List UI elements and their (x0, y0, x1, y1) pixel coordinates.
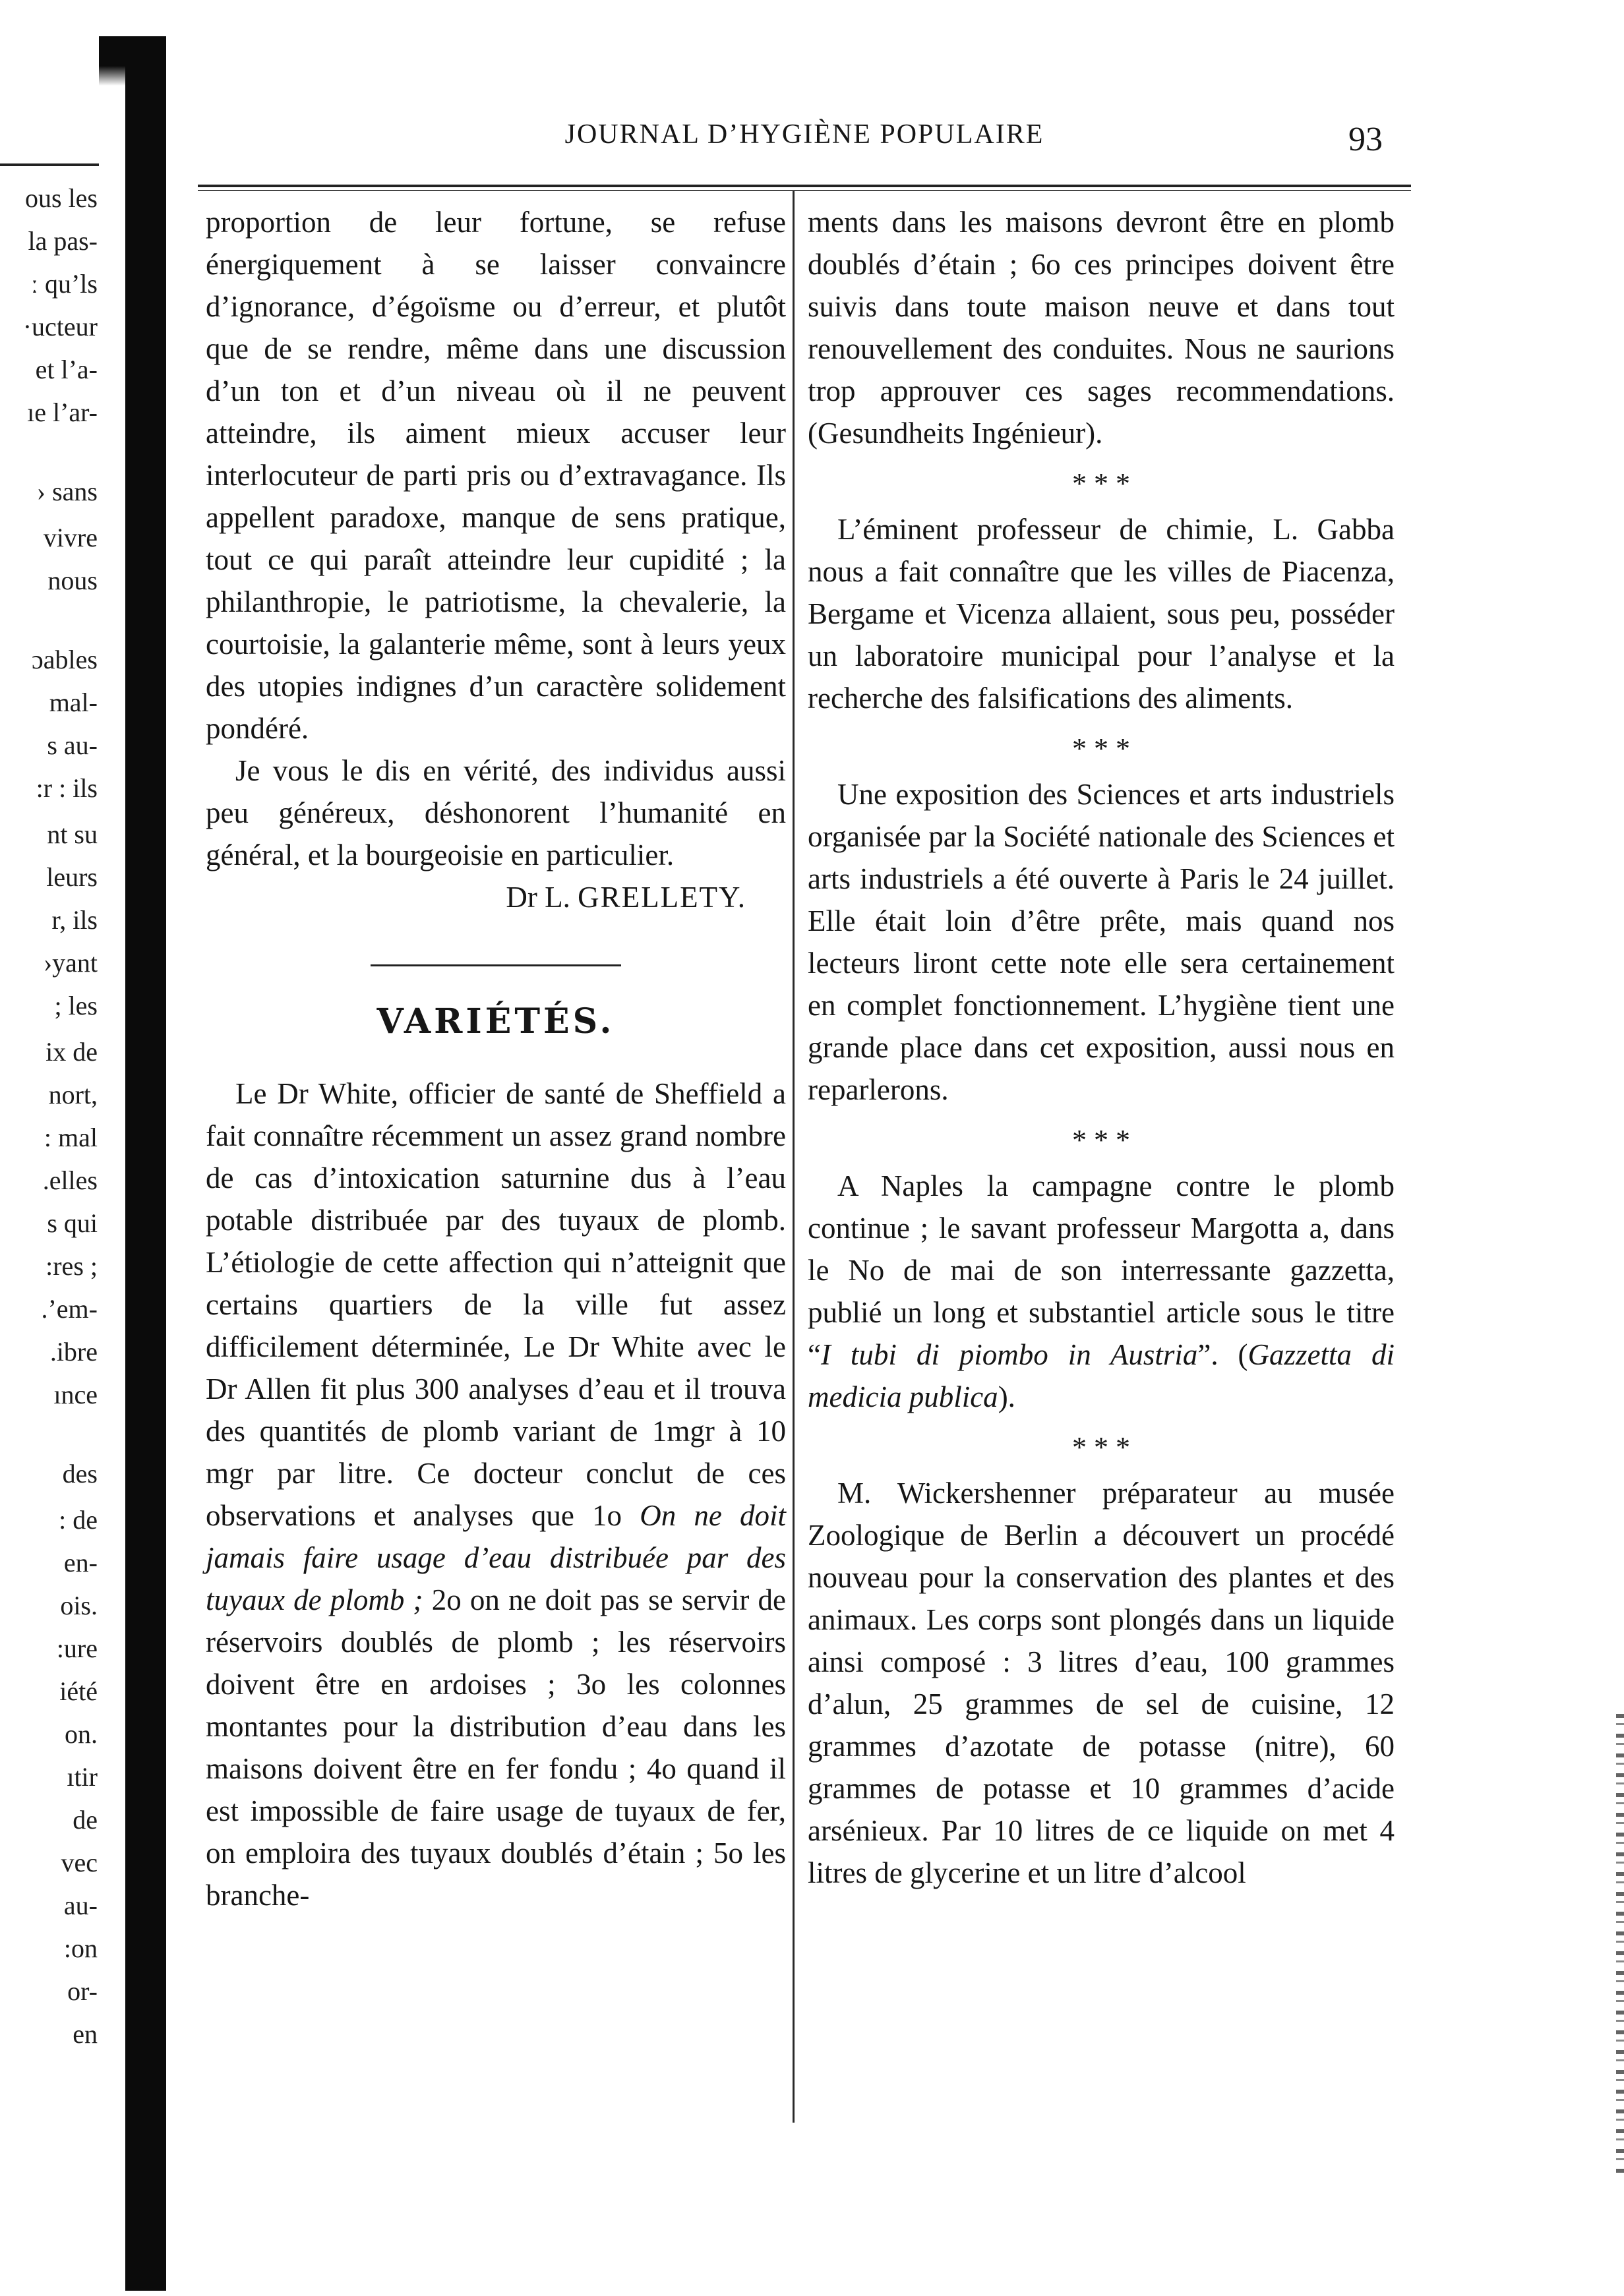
asterism-1: * * * (1072, 467, 1130, 500)
paragraph-gabba: L’éminent professeur de chimie, L. Gabba nous a fait connaître que les villes de Piacenza, Bergame et Vicenza allaient, sous peu, posséder un laboratoire municipal pour l’analyse et la recherche des falsifications des aliments. (808, 513, 1395, 715)
asterism-4: * * * (1072, 1431, 1130, 1463)
section-title: VARIÉTÉS. (376, 1001, 615, 1042)
paragraph-grellety-end: proportion de leur fortune, se refuse énergiquement à se laisser convaincre d’ignorance, d’égoïsme ou d’erreur, et plutôt que de se rendre, même dans une discussion d’un ton et d’un niveau où il ne peuvent atteindre, ils aiment mieux accuser leur interlocuteur de parti pris ou d’extravagance. Ils appellent paradoxe, manque de sens pratique, tout ce qui paraît atteindre leur cupidité ; la philanthropie, le patriotisme, la chevalerie, la courtoisie, la galanterie même, sont à leurs yeux des utopies indignes d’un caractère solidement pondéré. (206, 206, 786, 745)
asterism-2: * * * (1072, 732, 1130, 765)
prev-page-fragment: : de (59, 1505, 98, 1535)
prev-page-fragment: :ure (56, 1634, 98, 1663)
prev-page-fragment: :on (63, 1933, 98, 1963)
scan-edge-noise (1616, 1714, 1624, 2175)
prev-page-fragment: ›yant (43, 948, 98, 978)
prev-page-fragment: ix de (45, 1037, 98, 1067)
prev-page-fragment: la pas- (28, 226, 98, 256)
prev-page-fragment: :r : ils (36, 773, 98, 803)
prev-page-fragment: .ibre (49, 1337, 98, 1367)
section-divider (371, 964, 621, 966)
prev-page-fragment: de (73, 1805, 98, 1835)
signature-prefix: Dr L. (506, 881, 570, 914)
prev-page-fragment: on. (65, 1719, 98, 1749)
signature-name: GRELLETY. (578, 881, 746, 914)
prev-page-fragment: ınce (53, 1380, 98, 1409)
prev-page-fragment: or- (67, 1976, 98, 2006)
running-head: JOURNAL D’HYGIÈNE POPULAIRE (564, 119, 1044, 150)
prev-page-fragment: nt su (47, 819, 98, 849)
prev-page-fragment: : mal (44, 1123, 98, 1152)
prev-page-fragment: ɔables (32, 645, 98, 674)
white-text-b: 2o on ne doit pas se servir de réservoirs doublés de plomb ; les réservoirs doivent être en ardoises ; 3o les colonnes montantes pour la distribution d’eau dans les maisons doivent être en fer fondu ; 4o quand il est impossible de faire usage de tuyaux de fer, on emploira des tuyaux doublés d’étain ; 5o les branche- (206, 1583, 786, 1912)
asterism-3: * * * (1072, 1124, 1130, 1156)
prev-page-fragment: ·ucteur (22, 312, 98, 341)
header-rule (198, 185, 1411, 187)
white-italic-rule: On ne doit jamais faire usage d’eau distribuée par des tuyaux de plomb ; (206, 1499, 787, 1616)
left-column (206, 201, 786, 1916)
prev-page-fragment: vivre (43, 523, 98, 552)
prev-page-fragment: :res ; (45, 1251, 98, 1281)
prev-page-fragment: en (73, 2019, 98, 2049)
column-separator (793, 191, 795, 2123)
prev-page-fragment: ous les (25, 183, 98, 213)
prev-page-fragment: .’em- (41, 1294, 98, 1324)
prev-page-fragment: au- (63, 1891, 98, 1920)
prev-page-fragment: et l’a- (35, 355, 98, 384)
prev-page-fragment: vec (61, 1848, 98, 1877)
italic-journal-title: Gazzetta di medicia publica (808, 1338, 1395, 1413)
paragraph-wickershenner: M. Wickershenner préparateur au musée Zoologique de Berlin a découvert un procédé nouveau pour la conservation des plantes et des animaux. Les corps sont plongés dans un liquide ainsi composé : 3 litres d’eau, 100 grammes d’alun, 25 grammes de sel de cuisine, 12 grammes d’azotate de potasse (nitre), 60 grammes de potasse et 10 grammes d’acide arsénieux. Par 10 litres de ce liquide on met 4 litres de glycerine et un litre d’alcool (808, 1477, 1395, 1889)
binding-gutter (125, 36, 166, 2291)
prev-page-fragment: ; les (54, 991, 98, 1020)
prev-page-fragment: des (62, 1459, 98, 1488)
prev-page-fragment: r, ils (51, 905, 98, 935)
prev-page-fragment: ois. (60, 1591, 98, 1620)
paragraph-exposition: Une exposition des Sciences et arts industriels organisée par la Société nationale des Sciences et arts industriels a été ouverte à Paris le 24 juillet. Elle était loin d’être prête, mais quand nos lecteurs liront cette note elle sera certainement en complet fonctionnement. L’hygiène tient une grande place dans cet exposition, aussi nous en reparlerons. (808, 778, 1395, 1106)
prev-page-fragment: ıtir (67, 1762, 98, 1792)
prev-page-fragment: iété (59, 1676, 98, 1706)
prev-page-fragment: leurs (46, 862, 98, 892)
prev-page-fragment: ː qu’ls (30, 269, 98, 299)
paragraph-white-sheffield (206, 1073, 786, 1916)
prev-page-fragment: en- (63, 1548, 98, 1577)
page-number: 93 (1348, 121, 1383, 158)
italic-article-title: I tubi di piombo in Austria (820, 1338, 1198, 1371)
header-rule-thin (198, 190, 1411, 191)
prev-page-rule (0, 163, 99, 166)
author-signature (206, 876, 786, 918)
white-text-a: Le Dr White, officier de santé de Sheffield a fait connaître récemment un assez grand nombre de cas d’intoxication saturnine dus à l’eau potable distribuée par des tuyaux de plomb. L’étiologie de cette affection qui n’atteignit que certains quartiers de la ville fut assez difficilement déterminée, Le Dr White avec le Dr Allen fit plus 300 analyses d’eau et il trouva des quantités de plomb variant de 1mgr à 10 mgr par litre. Ce docteur conclut de ces observations et analyses que 1o (206, 1077, 786, 1532)
right-column (808, 201, 1395, 1894)
prev-page-fragment: › sans (36, 477, 98, 506)
prev-page-fragment: ıe l’ar- (27, 397, 98, 427)
paragraph-conclusion: Je vous le dis en vérité, des individus aussi peu généreux, déshonorent l’humanité en général, et la bourgeoisie en particulier. (206, 754, 786, 871)
prev-page-fragment: nort, (48, 1080, 98, 1109)
prev-page-fragment: s au- (47, 730, 98, 760)
prev-page-fragment: .elles (42, 1165, 98, 1195)
paragraph-branchements: ments dans les maisons devront être en plomb doublés d’étain ; 6o ces principes doivent être suivis dans toute maison neuve et dans tout renouvellement des conduites. Nous ne saurions trop approuver ces sages recommendations. (Gesundheits Ingénieur). (808, 206, 1395, 450)
paragraph-naples: A Naples la campagne contre le plomb continue ; le savant professeur Margotta a, dans le No de mai de son interressante gazzetta, publié un long et substantiel article sous le titre “I tubi di piombo in Austria”. (Gazzetta di medicia publica). (808, 1169, 1395, 1413)
prev-page-fragment: mal- (49, 688, 98, 717)
prev-page-fragment: s qui (47, 1208, 98, 1238)
prev-page-fragment: nous (47, 566, 98, 595)
